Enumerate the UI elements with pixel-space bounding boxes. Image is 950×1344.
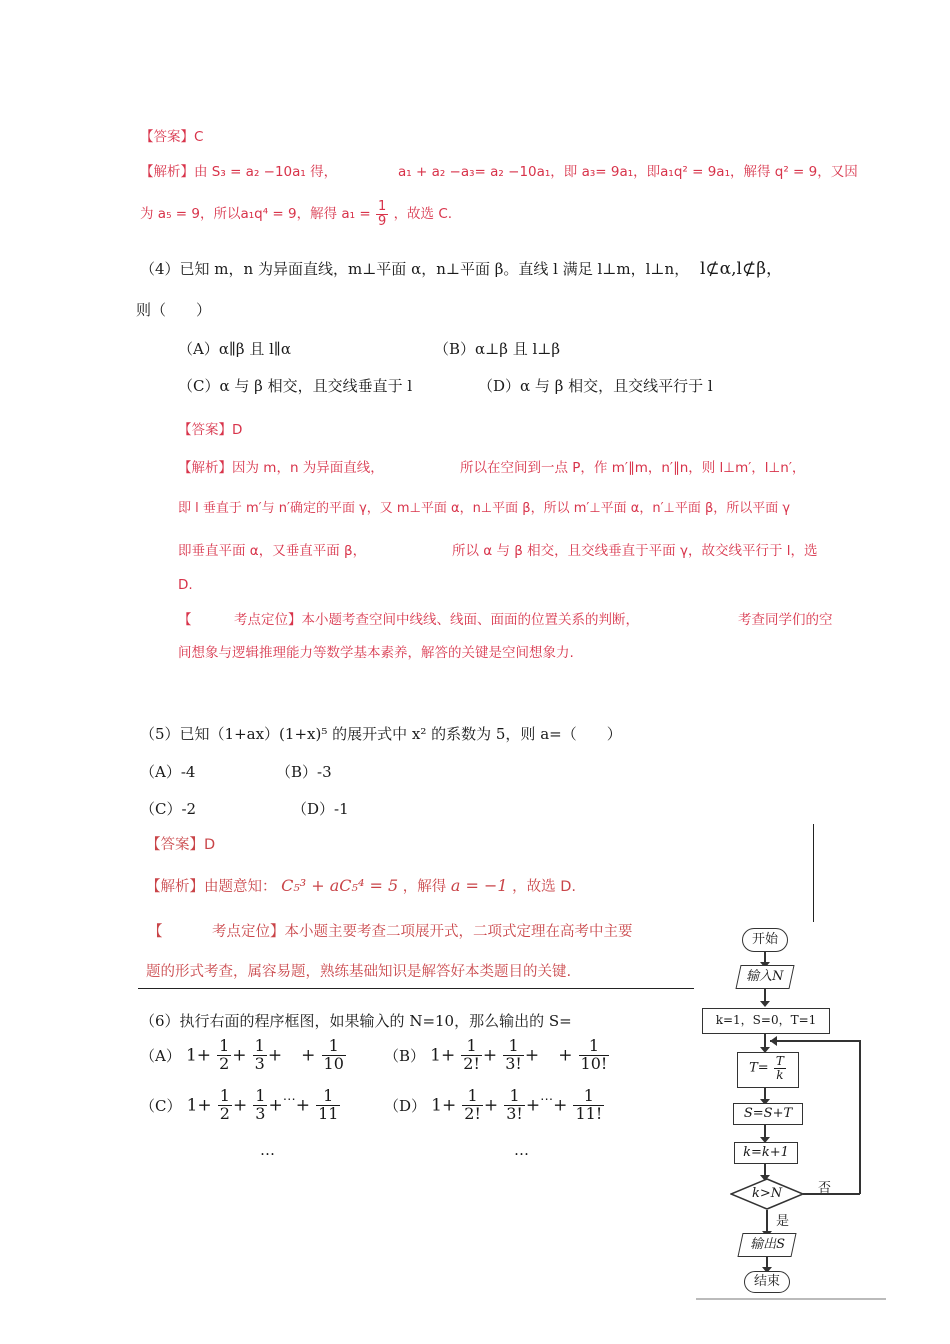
q4-point-2: 间想象与逻辑推理能力等数学基本素养，解答的关键是空间想象力. xyxy=(178,645,574,661)
q5-option-d: （D）-1 xyxy=(292,800,349,818)
q6-c-frac-2: $\frac{1}{3}$ xyxy=(255,1086,266,1123)
flowchart-arrow xyxy=(764,952,766,963)
flowchart-loop-line xyxy=(803,1193,860,1195)
flowchart-loop-arrowhead xyxy=(770,1036,777,1046)
flowchart-arrow xyxy=(766,1257,768,1268)
vertical-rule xyxy=(813,824,814,922)
flowchart-start: 开始 xyxy=(742,928,788,952)
q5-option-b: （B）-3 xyxy=(276,763,332,781)
q4-analysis-2: 即 l 垂直于 m′与 n′确定的平面 γ，又 m⊥平面 α，n⊥平面 β，所以 m′⊥平面 α，n′⊥平面 β，所以平面 γ xyxy=(178,501,791,516)
q6-d-frac-1: $\frac{1}{2!}$ xyxy=(464,1086,481,1123)
q6-option-d: （D） 1+ $\frac{1}{2!}$ + $\frac{1}{3!}$ +⋯+ $\frac{1}{11!}$ xyxy=(384,1086,603,1123)
q4-analysis-3a: 即垂直平面 α，又垂直平面 β， xyxy=(178,543,367,559)
flowchart-loop-line xyxy=(770,1040,860,1042)
q6-b-frac-2: $\frac{1}{3!}$ xyxy=(505,1036,522,1073)
q5-point-2: 题的形式考查，属容易题，熟练基础知识是解答好本类题目的关键. xyxy=(146,964,572,980)
flowchart-output: 输出S xyxy=(737,1233,796,1257)
q6-a-frac-3: $\frac{1}{10}$ xyxy=(323,1036,344,1073)
q6-d-frac-3: $\frac{1}{11!}$ xyxy=(575,1086,603,1123)
q6-option-c: （C） 1+ $\frac{1}{2}$ + $\frac{1}{3}$ +⋯+ $\frac{1}{11}$ xyxy=(140,1086,339,1123)
flowchart-arrow xyxy=(764,1088,766,1100)
q4-analysis-4: D. xyxy=(178,577,193,593)
q3-analysis-line1a: 【解析】由 S₃ = a₂ −10a₁ 得， xyxy=(140,164,338,180)
q4-point-1a: 【 xyxy=(178,612,192,628)
q6-option-a: （A） 1+ $\frac{1}{2}$ + $\frac{1}{3}$ + + $\frac{1}{10}$ xyxy=(140,1036,344,1073)
q4-analysis-3b: 所以 α 与 β 相交，且交线垂直于平面 γ，故交线平行于 l，选 xyxy=(452,543,818,559)
divider-line xyxy=(138,988,694,989)
flowchart-arrow xyxy=(764,989,766,1002)
q5-point-1b: 考点定位】本小题主要考查二项展开式，二项式定理在高考中主要 xyxy=(212,924,633,940)
flowchart-loop-line xyxy=(859,1040,861,1194)
q3-answer: 【答案】C xyxy=(140,129,204,145)
flowchart-t-assign: T= $\frac{T}{k}$ xyxy=(737,1052,799,1088)
q4-stem-line1: （4）已知 m，n 为异面直线，m⊥平面 α，n⊥平面 β。直线 l 满足 l⊥m，l⊥n， l⊄α,l⊄β， xyxy=(140,259,784,279)
q4-option-b: （B）α⊥β 且 l⊥β xyxy=(434,340,561,358)
q4-point-1b: 考点定位】本小题考查空间中线线、线面、面面的位置关系的判断， xyxy=(234,612,639,628)
q6-d-frac-2: $\frac{1}{3!}$ xyxy=(506,1086,523,1123)
flowchart-end: 结束 xyxy=(744,1271,790,1293)
q6-a-frac-2: $\frac{1}{3}$ xyxy=(254,1036,265,1073)
flowchart-arrow xyxy=(764,1125,766,1138)
q4-stem-line2: 则（ ） xyxy=(136,301,212,319)
q6-stem: （6）执行右面的程序框图，如果输入的 N=10，那么输出的 S= xyxy=(140,1012,572,1030)
q6-b-frac-3: $\frac{1}{10!}$ xyxy=(580,1036,608,1073)
flowchart-init: k=1，S=0，T=1 xyxy=(702,1008,830,1034)
flowchart-s-assign: S=S+T xyxy=(733,1103,803,1125)
flowchart-yes-label: 是 xyxy=(776,1214,790,1229)
q4-analysis-1a: 【解析】因为 m，n 为异面直线， xyxy=(178,460,384,476)
q3-analysis-line2b: ，故选 C. xyxy=(393,206,453,223)
q4-answer: 【答案】D xyxy=(178,422,243,438)
q5-stem: （5）已知（1+ax）(1+x)⁵ 的展开式中 x² 的系数为 5，则 a=（ ） xyxy=(140,725,622,743)
flowchart-arrow xyxy=(764,1164,766,1176)
flowchart-baseline xyxy=(696,1298,886,1300)
q6-ellipsis-left: … xyxy=(260,1141,275,1159)
q5-option-a: （A）-4 xyxy=(140,763,196,781)
q6-c-frac-3: $\frac{1}{11}$ xyxy=(318,1086,339,1123)
flowchart-no-label: 否 xyxy=(818,1181,832,1196)
q5-analysis: 【解析】由题意知： C₅³ + aC₅⁴ = 5 ，解得 a = −1 ，故选 D. xyxy=(146,876,577,895)
q4-point-1c: 考查同学们的空 xyxy=(738,612,833,628)
q6-ellipsis-right: … xyxy=(514,1141,529,1159)
q4-option-c: （C）α 与 β 相交，且交线垂直于 l xyxy=(178,377,413,395)
flowchart-condition-label: k>N xyxy=(752,1186,783,1201)
q3-fraction: $\frac{1}{9}$ xyxy=(377,199,387,229)
flowchart-arrow xyxy=(764,1034,766,1048)
flowchart-arrow xyxy=(766,1210,768,1232)
q5-answer: 【答案】D xyxy=(146,837,216,853)
flowchart-k-assign: k=k+1 xyxy=(734,1142,798,1164)
q4-analysis-1b: 所以在空间到一点 P，作 m′∥m，n′∥n，则 l⊥m′，l⊥n′， xyxy=(460,460,806,476)
q6-a-frac-1: $\frac{1}{2}$ xyxy=(219,1036,230,1073)
q6-option-b: （B） 1+ $\frac{1}{2!}$ + $\frac{1}{3!}$ + + $\frac{1}{10!}$ xyxy=(384,1036,608,1073)
q5-point-1a: 【 xyxy=(148,924,163,940)
q4-option-a: （A）α∥β 且 l∥α xyxy=(178,340,291,358)
q6-b-frac-1: $\frac{1}{2!}$ xyxy=(463,1036,480,1073)
q4-option-d: （D）α 与 β 相交，且交线平行于 l xyxy=(478,377,713,395)
q6-c-frac-1: $\frac{1}{2}$ xyxy=(219,1086,230,1123)
flowchart-input: 输入N xyxy=(735,965,794,989)
q3-analysis-line1b: a₁ + a₂ −a₃= a₂ −10a₁，即 a₃= 9a₁，即a₁q² = 9a₁，解得 q² = 9，又因 xyxy=(398,164,858,180)
q3-analysis-line2a: 为 a₅ = 9，所以a₁q⁴ = 9，解得 a₁ = xyxy=(140,206,371,223)
q5-option-c: （C）-2 xyxy=(140,800,197,818)
q3-analysis-line2 xyxy=(140,200,452,228)
